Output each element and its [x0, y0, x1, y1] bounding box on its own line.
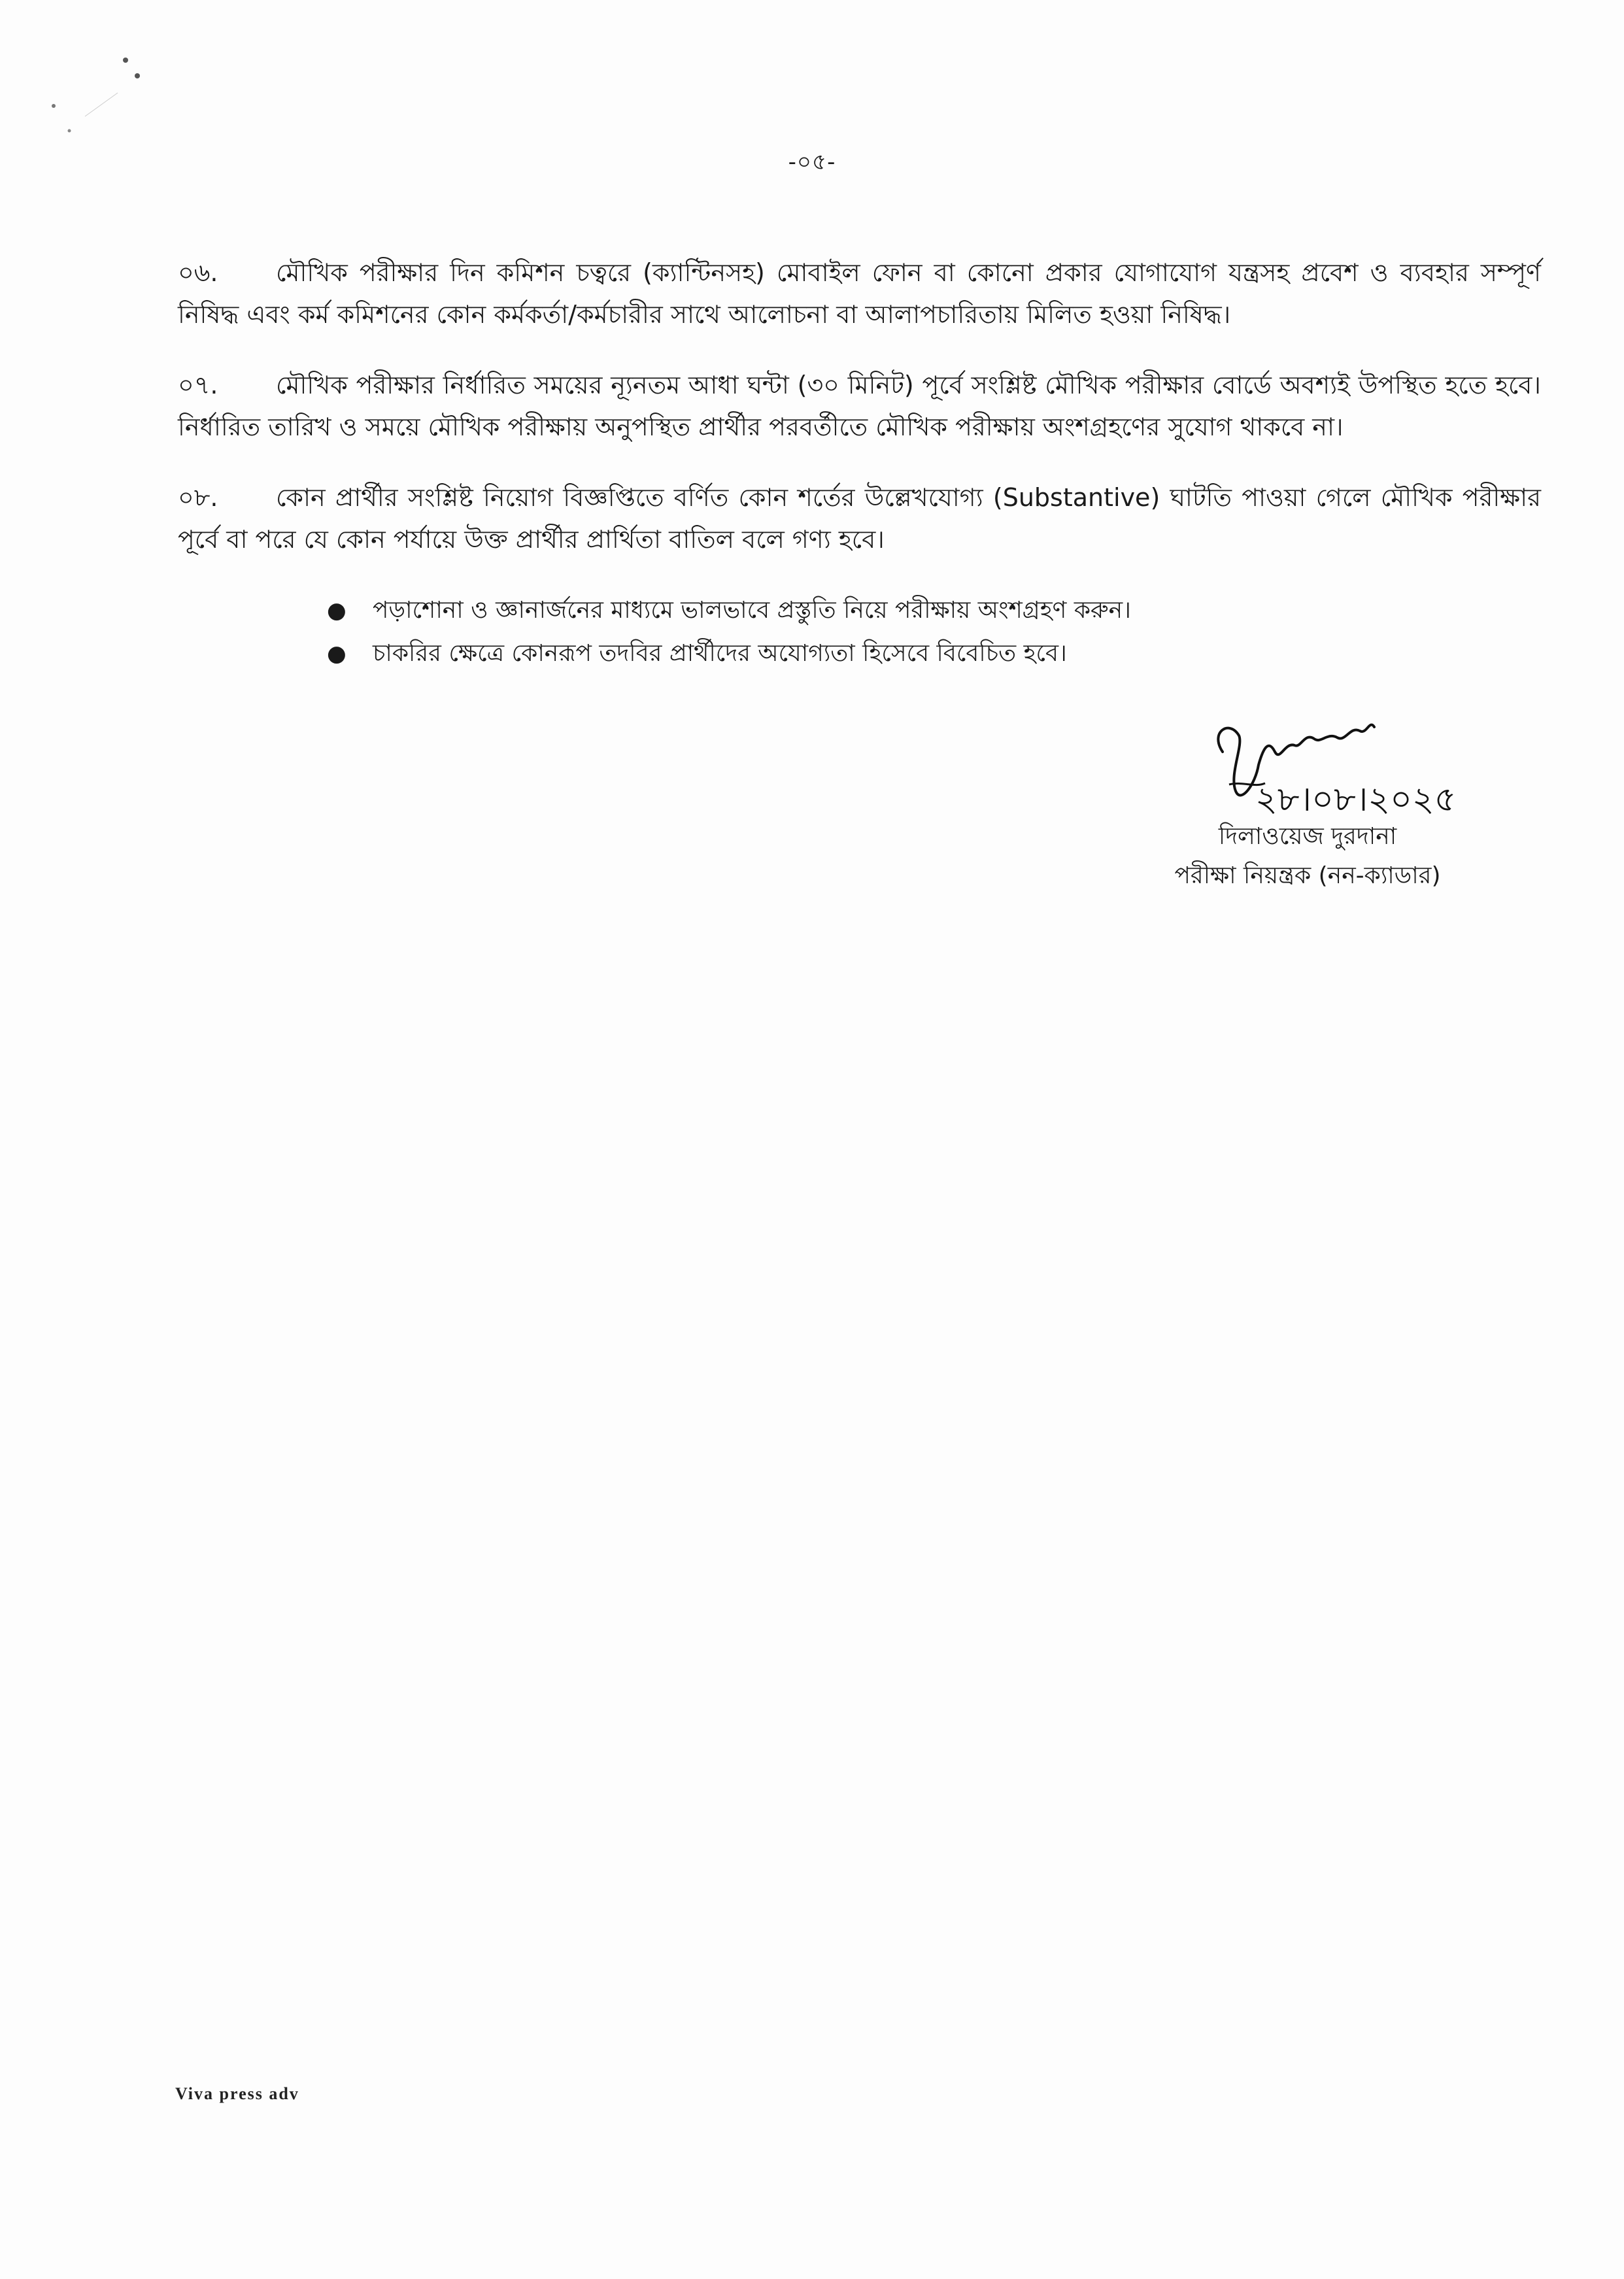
clause-text: কোন প্রার্থীর সংশ্লিষ্ট নিয়োগ বিজ্ঞপ্তিতে বর্ণিত কোন শর্তের উল্লেখযোগ্য (Substantive) ঘাটতি পাওয়া গেলে মৌখিক পরীক্ষার পূর্বে বা পরে যে কোন পর্যায়ে উক্ত প্রার্থীর প্রার্থিতা বাতিল বলে গণ্য হবে। [178, 483, 1541, 554]
clause-08 [178, 477, 1541, 560]
bullet-icon: ● [327, 641, 347, 667]
handwritten-signature [1203, 713, 1478, 824]
list-item-text: পড়াশোনা ও জ্ঞানার্জনের মাধ্যমে ভালভাবে প্রস্তুতি নিয়ে পরীক্ষায় অংশগ্রহণ করুন। [373, 597, 1132, 624]
advice-list [178, 589, 1541, 675]
signatory-title: পরীক্ষা নিয়ন্ত্রক (নন-ক্যাডার) [1174, 862, 1441, 889]
list-item-text: চাকরির ক্ষেত্রে কোনরূপ তদবির প্রার্থীদের অযোগ্যতা হিসেবে বিবেচিত হবে। [373, 640, 1067, 667]
clause-text: মৌখিক পরীক্ষার নির্ধারিত সময়ের ন্যূনতম আধা ঘন্টা (৩০ মিনিট) পূর্বে সংশ্লিষ্ট মৌখিক পরীক্ষার বোর্ডে অবশ্যই উপস্থিত হতে হবে। নির্ধারিত তারিখ ও সময়ে মৌখিক পরীক্ষায় অনুপস্থিত প্রার্থীর পরবর্তীতে মৌখিক পরীক্ষায় অংশগ্রহণের সুযোগ থাকবে না। [178, 371, 1541, 441]
clause-number: ০৬. [178, 258, 218, 287]
clause-06 [178, 252, 1541, 335]
signatory-name: দিলাওয়েজ দুরদানা [1218, 823, 1397, 850]
bullet-icon: ● [327, 598, 347, 624]
footer-note: Viva press adv [175, 2084, 299, 2103]
list-item [327, 632, 1541, 675]
list-item [327, 589, 1541, 632]
signature-block [1138, 713, 1478, 889]
scan-specks [39, 46, 170, 150]
clause-number: ০৮. [178, 483, 218, 512]
clause-number: ০৭. [178, 371, 218, 399]
clause-07 [178, 364, 1541, 448]
notice-body [178, 252, 1541, 675]
clause-text: মৌখিক পরীক্ষার দিন কমিশন চত্বরে (ক্যান্টিনসহ) মোবাইল ফোন বা কোনো প্রকার যোগাযোগ যন্ত্রসহ প্রবেশ ও ব্যবহার সম্পূর্ণ নিষিদ্ধ এবং কর্ম কমিশনের কোন কর্মকর্তা/কর্মচারীর সাথে আলোচনা বা আলাপচারিতায় মিলিত হওয়া নিষিদ্ধ। [178, 258, 1541, 329]
handwritten-date: ২৮।০৮।২০২৫ [1255, 780, 1457, 819]
page-number: -০৫- [788, 149, 836, 175]
